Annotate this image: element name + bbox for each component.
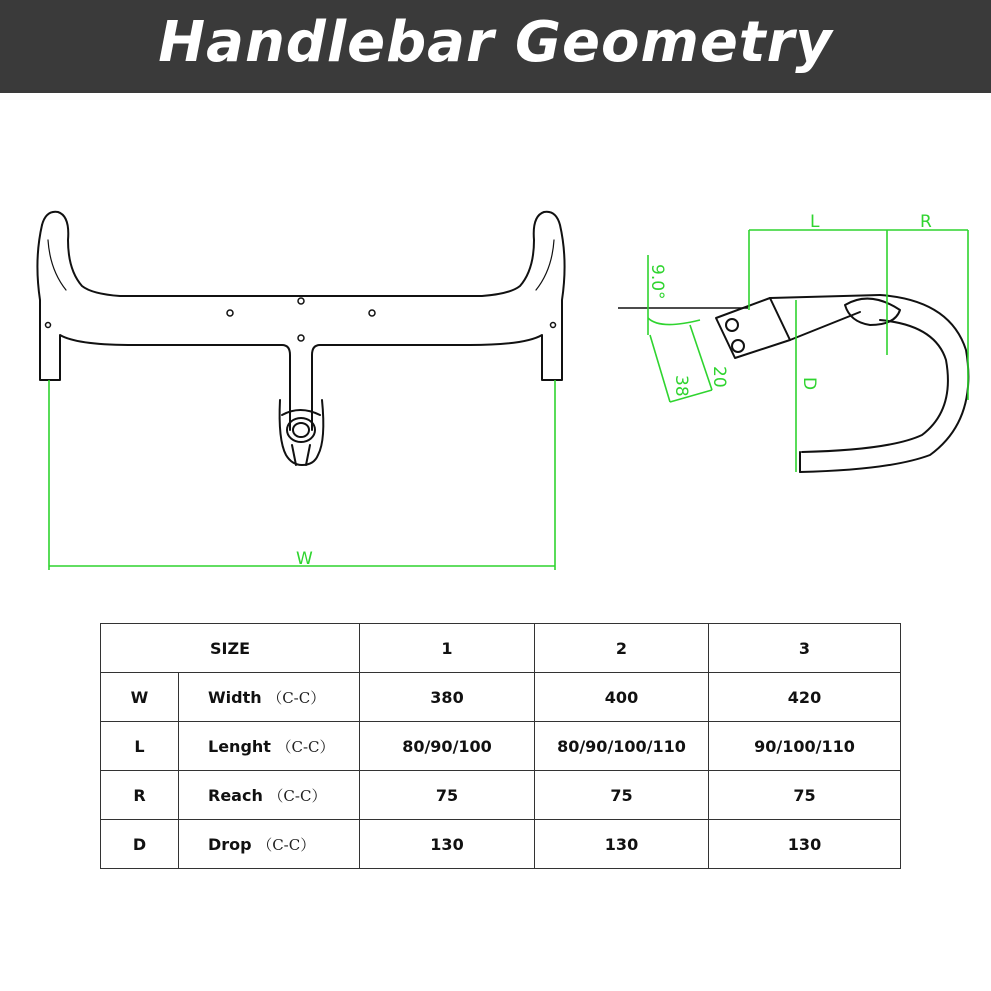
table-row [101, 820, 901, 869]
table-header-row [101, 624, 901, 673]
mounting-holes [46, 298, 556, 341]
row-label [179, 771, 360, 820]
size-1-header: 1 [360, 624, 535, 673]
size-3-header: 3 [709, 624, 901, 673]
table-cell: 380 [360, 673, 535, 722]
table-row [101, 771, 901, 820]
row-label [179, 820, 360, 869]
row-note: （C-C） [257, 835, 316, 854]
row-note: （C-C） [268, 786, 327, 805]
table-cell: 75 [535, 771, 709, 820]
width-dimension [49, 380, 555, 570]
table-cell: 420 [709, 673, 901, 722]
row-name: Drop [208, 834, 252, 854]
row-name: Reach [208, 785, 263, 805]
table-cell: 75 [709, 771, 901, 820]
row-code: L [101, 722, 179, 771]
table-cell: 90/100/110 [709, 722, 901, 771]
row-label [179, 722, 360, 771]
table-cell: 130 [360, 820, 535, 869]
row-code: R [101, 771, 179, 820]
row-note: （C-C） [267, 688, 326, 707]
table-cell: 130 [535, 820, 709, 869]
row-code: W [101, 673, 179, 722]
length-dimension-label: L [810, 212, 820, 232]
handlebar-front-view [37, 212, 564, 465]
table-row [101, 673, 901, 722]
table-cell: 400 [535, 673, 709, 722]
angle-dimension-label: 9.0° [647, 264, 667, 300]
reach-dimension-label: R [920, 212, 932, 232]
table-row [101, 722, 901, 771]
table-cell: 80/90/100 [360, 722, 535, 771]
clamp-inner-dimension-label: 20 [709, 366, 729, 388]
size-2-header: 2 [535, 624, 709, 673]
page-title: Handlebar Geometry [158, 10, 833, 75]
table-cell: 130 [709, 820, 901, 869]
geometry-table [100, 623, 901, 869]
row-note: （C-C） [276, 737, 335, 756]
row-code: D [101, 820, 179, 869]
row-label [179, 673, 360, 722]
drop-dimension-label: D [799, 377, 819, 391]
table-cell: 80/90/100/110 [535, 722, 709, 771]
size-header: SIZE [101, 624, 360, 673]
table-cell: 75 [360, 771, 535, 820]
row-name: Width [208, 687, 262, 707]
width-dimension-label: W [296, 549, 313, 569]
handlebar-side-view [716, 295, 968, 472]
row-name: Lenght [208, 736, 271, 756]
clamp-outer-dimension-label: 38 [671, 375, 691, 397]
